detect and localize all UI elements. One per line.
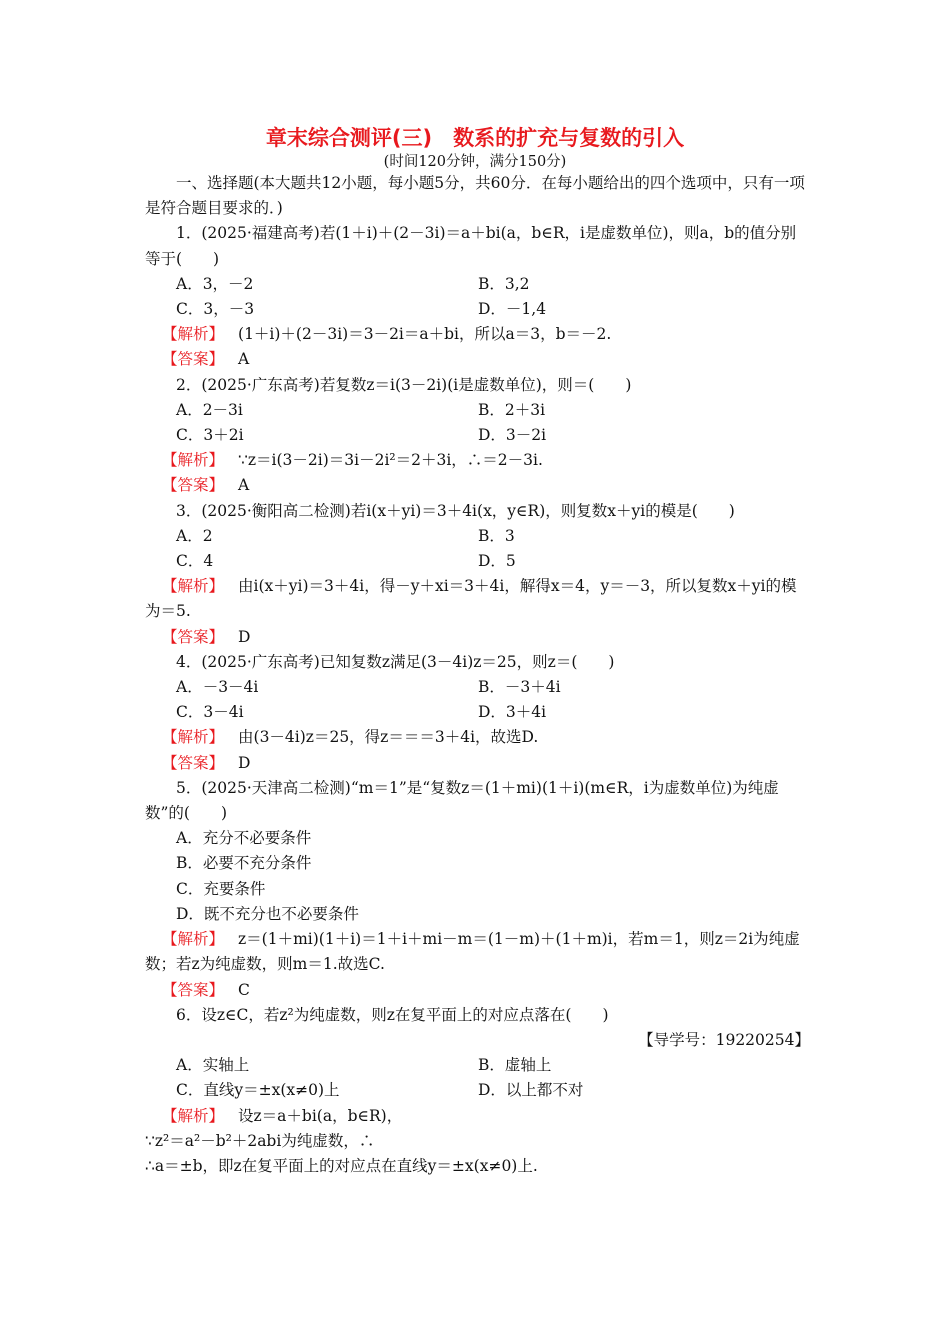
option: B．必要不充分条件	[176, 854, 312, 873]
analysis-label: 【解析】	[162, 1106, 225, 1125]
option: B．虚轴上	[478, 1056, 552, 1075]
question-stem: 1．(2025·福建高考)若(1＋i)＋(2－3i)＝a＋bi(a，b∈R，i是虚数单位)，则a，b的值分别等于( )	[145, 224, 797, 268]
option-row	[145, 297, 810, 322]
option: A．2－3i	[176, 400, 243, 419]
option: B．3,2	[478, 274, 530, 293]
analysis-label: 【解析】	[162, 930, 225, 949]
answer	[145, 473, 810, 498]
question-stem: 4．(2025·广东高考)已知复数z满足(3－4i)z＝25，则z＝( )	[176, 652, 615, 671]
analysis-label: 【解析】	[162, 577, 225, 596]
option: C．3，－3	[176, 300, 255, 319]
option: C．3－4i	[176, 703, 244, 722]
analysis-text: 设z＝a＋bi(a，b∈R)，	[238, 1106, 403, 1125]
analysis	[145, 574, 810, 624]
option: D．3－2i	[478, 426, 547, 445]
answer-text: D	[238, 627, 251, 646]
option: B．3	[478, 526, 515, 545]
question-stem: 5．(2025·天津高二检测)“m＝1”是“复数z＝(1＋mi)(1＋i)(m∈R，i为虚数单位)为纯虚数”的( )	[145, 778, 779, 823]
option: C．直线y＝±x(x≠0)上	[176, 1081, 340, 1100]
option: B．2＋3i	[478, 400, 546, 419]
option: A．3，－2	[176, 274, 254, 293]
answer-text: A	[238, 476, 250, 495]
page-title: 章末综合测评(三) 数系的扩充与复数的引入	[265, 126, 685, 150]
section-header: 一、选择题(本大题共12小题，每小题5分，共60分．在每小题给出的四个选项中，只有一项是符合题目要求的．)	[145, 174, 805, 218]
option-row	[145, 524, 810, 549]
analysis-text: (1＋i)＋(2－3i)＝3－2i＝a＋bi，所以a＝3，b＝－2.	[238, 325, 612, 344]
answer-text: C	[238, 980, 250, 999]
option: A．2	[176, 526, 213, 545]
option-row	[145, 423, 810, 448]
analysis	[145, 448, 810, 473]
analysis-label: 【解析】	[162, 451, 225, 470]
analysis	[145, 322, 810, 347]
page-subtitle: (时间120分钟，满分150分)	[383, 154, 567, 170]
analysis-label: 【解析】	[162, 325, 225, 344]
option: A．实轴上	[176, 1056, 250, 1075]
content	[145, 171, 810, 1179]
option: A．－3－4i	[176, 678, 259, 697]
answer-label: 【答案】	[162, 627, 225, 646]
answer-label: 【答案】	[162, 753, 225, 772]
option-row	[145, 1053, 810, 1078]
analysis-line: ∵z²＝a²－b²＋2abi为纯虚数，∴	[145, 1131, 375, 1150]
analysis-text: ∵z＝i(3－2i)＝3i－2i²＝2＋3i，∴＝2－3i.	[238, 451, 543, 470]
question-stem: 6．设z∈C，若z²为纯虚数，则z在复平面上的对应点落在( )	[176, 1005, 609, 1024]
answer	[145, 978, 810, 1003]
analysis	[145, 725, 810, 750]
option: B．－3＋4i	[478, 678, 561, 697]
option-row	[145, 1078, 810, 1103]
answer-text: A	[238, 350, 250, 369]
answer-label: 【答案】	[162, 980, 225, 999]
option-row	[145, 272, 810, 297]
analysis-text: z＝(1＋mi)(1＋i)＝1＋i＋mi－m＝(1－m)＋(1＋m)i，若m＝1，则z＝2i为纯虚数；若z为纯虚数，则m＝1.故选C.	[145, 930, 800, 974]
analysis-text: 由i(x＋yi)＝3＋4i，得－y＋xi＝3＋4i，解得x＝4，y＝－3，所以复数x＋yi的模为＝5.	[145, 577, 797, 621]
option: C．4	[176, 552, 214, 571]
option: D．3＋4i	[478, 703, 547, 722]
option-row	[145, 700, 810, 725]
option: C．充要条件	[176, 879, 266, 898]
answer	[145, 347, 810, 372]
option: A．充分不必要条件	[176, 829, 312, 848]
option: D．既不充分也不必要条件	[176, 904, 359, 923]
analysis	[145, 1104, 810, 1129]
answer-label: 【答案】	[162, 476, 225, 495]
answer-text: D	[238, 753, 251, 772]
option: C．3＋2i	[176, 426, 244, 445]
answer	[145, 751, 810, 776]
question-stem: 3．(2025·衡阳高二检测)若i(x＋yi)＝3＋4i(x，y∈R)，则复数x＋yi的模是( )	[176, 501, 735, 520]
option: D．以上都不对	[478, 1081, 584, 1100]
answer	[145, 625, 810, 650]
analysis-label: 【解析】	[162, 728, 225, 747]
analysis-text: 由(3－4i)z＝25，得z＝＝＝3＋4i，故选D.	[238, 728, 539, 747]
guide-number: 【导学号：19220254】	[638, 1030, 810, 1049]
option-row	[145, 675, 810, 700]
option: D．5	[478, 552, 516, 571]
option-row	[145, 549, 810, 574]
question-stem: 2．(2025·广东高考)若复数z＝i(3－2i)(i是虚数单位)，则＝( )	[176, 375, 632, 394]
analysis-line: ∴a＝±b，即z在复平面上的对应点在直线y＝±x(x≠0)上.	[145, 1156, 538, 1175]
analysis	[145, 927, 810, 977]
answer-label: 【答案】	[162, 350, 225, 369]
option: D．－1,4	[478, 300, 547, 319]
option-row	[145, 398, 810, 423]
